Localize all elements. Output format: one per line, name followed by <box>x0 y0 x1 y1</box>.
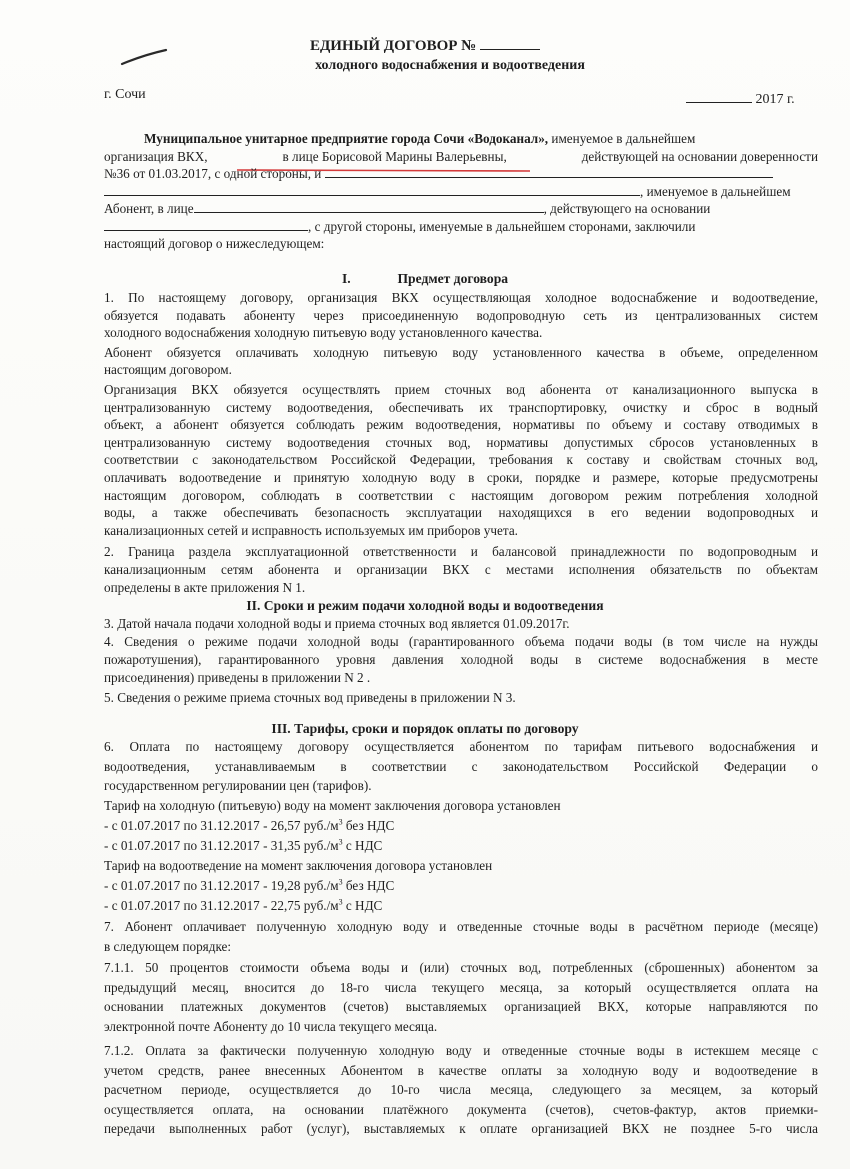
text-line: соответствии с законодательством Российской Федерации, требования к составу и свойствам сточных вод, <box>104 452 818 468</box>
preamble-line-1: Муниципальное унитарное предприятие города Сочи «Водоканал», именуемое в дальнейшем <box>144 131 696 146</box>
contract-title: ЕДИНЫЙ ДОГОВОР № <box>0 36 850 55</box>
text-line: настоящим договором, соблюдать в соответствии с настоящим договором режим потребления холодной <box>104 487 818 503</box>
text-line: 3. Датой начала подачи холодной воды и приема сточных вод является 01.09.2017г. <box>104 616 570 631</box>
text-line: централизованную систему водоотведения сточных вод, нормативы допустимых сбросов установленных в <box>104 434 818 450</box>
text-line: 7.1.2. Оплата за фактически полученную холодную воду и отведенные сточные воды в истекшем месяце с <box>104 1043 818 1058</box>
city: г. Сочи <box>104 87 146 102</box>
text-line: пожаротушения), гарантированного уровня давления холодной воды в системе водоснабжения в месте <box>104 651 818 667</box>
text-line: обязуется подавать абоненту через присоединенную водопроводную сеть из централизованных систем <box>104 307 818 323</box>
section-2-heading: II. Сроки и режим подачи холодной воды и водоотведения <box>246 598 604 613</box>
section-3-heading: III. Тарифы, сроки и порядок оплаты по договору <box>271 721 579 736</box>
party-blank-2 <box>104 183 640 196</box>
date-line <box>686 90 795 108</box>
text-line: централизованную систему водоотведения, обеспечивать их транспортировку, очистку и сброс в водный <box>104 399 818 415</box>
text-line: 5. Сведения о режиме приема сточных вод приведены в приложении N 3. <box>104 690 516 706</box>
text-line: государственном регулировании цен (тарифов). <box>104 778 372 793</box>
text-line: 6. Оплата по настоящему договору осуществляется абонентом по тарифам питьевого водоснабжения и <box>104 739 818 754</box>
basis-blank <box>104 218 308 231</box>
text-line: Абонент обязуется оплачивать холодную питьевую воду установленного качества в объеме, определенном <box>104 344 818 360</box>
text-line: в следующем порядке: <box>104 938 232 954</box>
date-blank <box>686 90 752 103</box>
water-tariff-with-vat: - с 01.07.2017 по 31.12.2017 - 31,35 $руб./м^3$ с НДС <box>104 837 383 853</box>
year: 2017 г. <box>755 92 795 107</box>
text-line: 7.1.1. 50 процентов стоимости объема воды и (или) сточных вод, потребленных (сброшенных) абонентом за <box>104 960 818 975</box>
text-line: учетом средств, ранее внесенных Абонентом в качестве оплаты за холодную воду и водоотведение в <box>104 1062 818 1078</box>
representative-name: в лице Борисовой Марины Валерьевны, <box>282 149 507 164</box>
text-line: присоединения) приведены в приложении N 2 . <box>104 670 371 686</box>
section-1-heading: I. Предмет договора <box>341 271 509 286</box>
text-line: 4. Сведения о режиме подачи холодной воды (гарантированного объема подачи воды (в том числе на нужды <box>104 633 818 649</box>
contract-number-blank <box>480 36 540 50</box>
preamble-line-2: организация ВКХ, в лице Борисовой Марины Валерьевны, действующей на основании доверенности <box>104 149 818 164</box>
sewer-tariff-no-vat: - с 01.07.2017 по 31.12.2017 - 19,28 $руб./м^3$ без НДС <box>104 877 395 893</box>
text-line: 1. По настоящему договору, организация ВКХ осуществляющая холодное водоснабжение и водоотведение, <box>104 290 818 305</box>
org-name: Муниципальное унитарное предприятие города Сочи «Водоканал», <box>144 131 549 146</box>
sewer-tariff-heading: Тариф на водоотведение на момент заключения договора установлен <box>104 858 493 873</box>
text-line: передачи выполненных работ (услуг), выставляемых к оплате организацией ВКХ не позднее 5-го числа <box>104 1121 818 1137</box>
text-line: осуществляется оплата, на основании платёжного документа (счетов), счетов-фактур, актов приемки- <box>104 1101 818 1117</box>
text-line: Организация ВКХ обязуется осуществлять прием сточных вод абонента от канализационного выпуска в <box>104 382 818 397</box>
text-line: холодного водоснабжения холодную питьевую воду установленного качества. <box>104 325 543 341</box>
text-line: канализационных сетей и исправность используемых им приборов учета. <box>104 522 518 538</box>
preamble-line-3: №36 от 01.03.2017, с одной стороны, и <box>104 165 773 182</box>
text-line: оплачивать водоотведение и принятую холодную воду в сроки, порядке и размере, которые предусмотрены <box>104 470 818 485</box>
preamble-line-7: настоящий договор о нижеследующем: <box>104 236 325 251</box>
water-tariff-heading: Тариф на холодную (питьевую) воду на момент заключения договора установлен <box>104 798 561 813</box>
text-line: электронной почте Абоненту до 10 числа текущего месяца. <box>104 1018 438 1034</box>
text-line: основании платежных документов (счетов) выставляемых организацией ВКХ, которые направляются по <box>104 999 818 1015</box>
preamble-line-4: , именуемое в дальнейшем <box>104 183 791 200</box>
text-line: предыдущий месяц, вносится до 18-го числа текущего месяца, за который осуществляется оплата на <box>104 979 818 995</box>
preamble-line-6: , с другой стороны, именуемые в дальнейшем сторонами, заключили <box>104 218 695 235</box>
text-line: водоотведения, устанавливаемым в соответствии с законодательством Российской Федерации о <box>104 758 818 774</box>
contract-subtitle: холодного водоснабжения и водоотведения <box>315 58 585 73</box>
preamble-line-5: Абонент, в лице , действующего на основании <box>104 201 711 216</box>
text-line: воды, а также обеспечивать безопасность эксплуатации находящихся в его ведении водопроводных и <box>104 505 818 521</box>
sewer-tariff-with-vat: - с 01.07.2017 по 31.12.2017 - 22,75 $руб./м^3$ с НДС <box>104 897 383 913</box>
text-line: 7. Абонент оплачивает полученную холодную воду и отведенные сточные воды в расчётном периоде (месяце) <box>104 919 818 934</box>
subscriber-rep-blank <box>194 200 544 213</box>
text-line: расчетном периоде, осуществляется до 10-го числа месяца, следующего за месяцем, за который <box>104 1082 818 1098</box>
text-line: объект, а абонент обязуется соблюдать режим водоотведения, нормативы по объему и составу отводимых в <box>104 417 818 433</box>
text-line: канализационным сетям абонента и организации ВКХ с местами исполнения обязательств по объектам <box>104 562 818 577</box>
water-tariff-no-vat: - с 01.07.2017 по 31.12.2017 - 26,57 $руб./м^3$ без НДС <box>104 817 395 833</box>
text-line: определены в акте приложения N 1. <box>104 579 306 595</box>
text-line: настоящим договором. <box>104 362 232 378</box>
text-line: 2. Граница раздела эксплуатационной ответственности и балансовой принадлежности по водопроводным и <box>104 544 818 560</box>
party-blank-1 <box>325 165 773 178</box>
